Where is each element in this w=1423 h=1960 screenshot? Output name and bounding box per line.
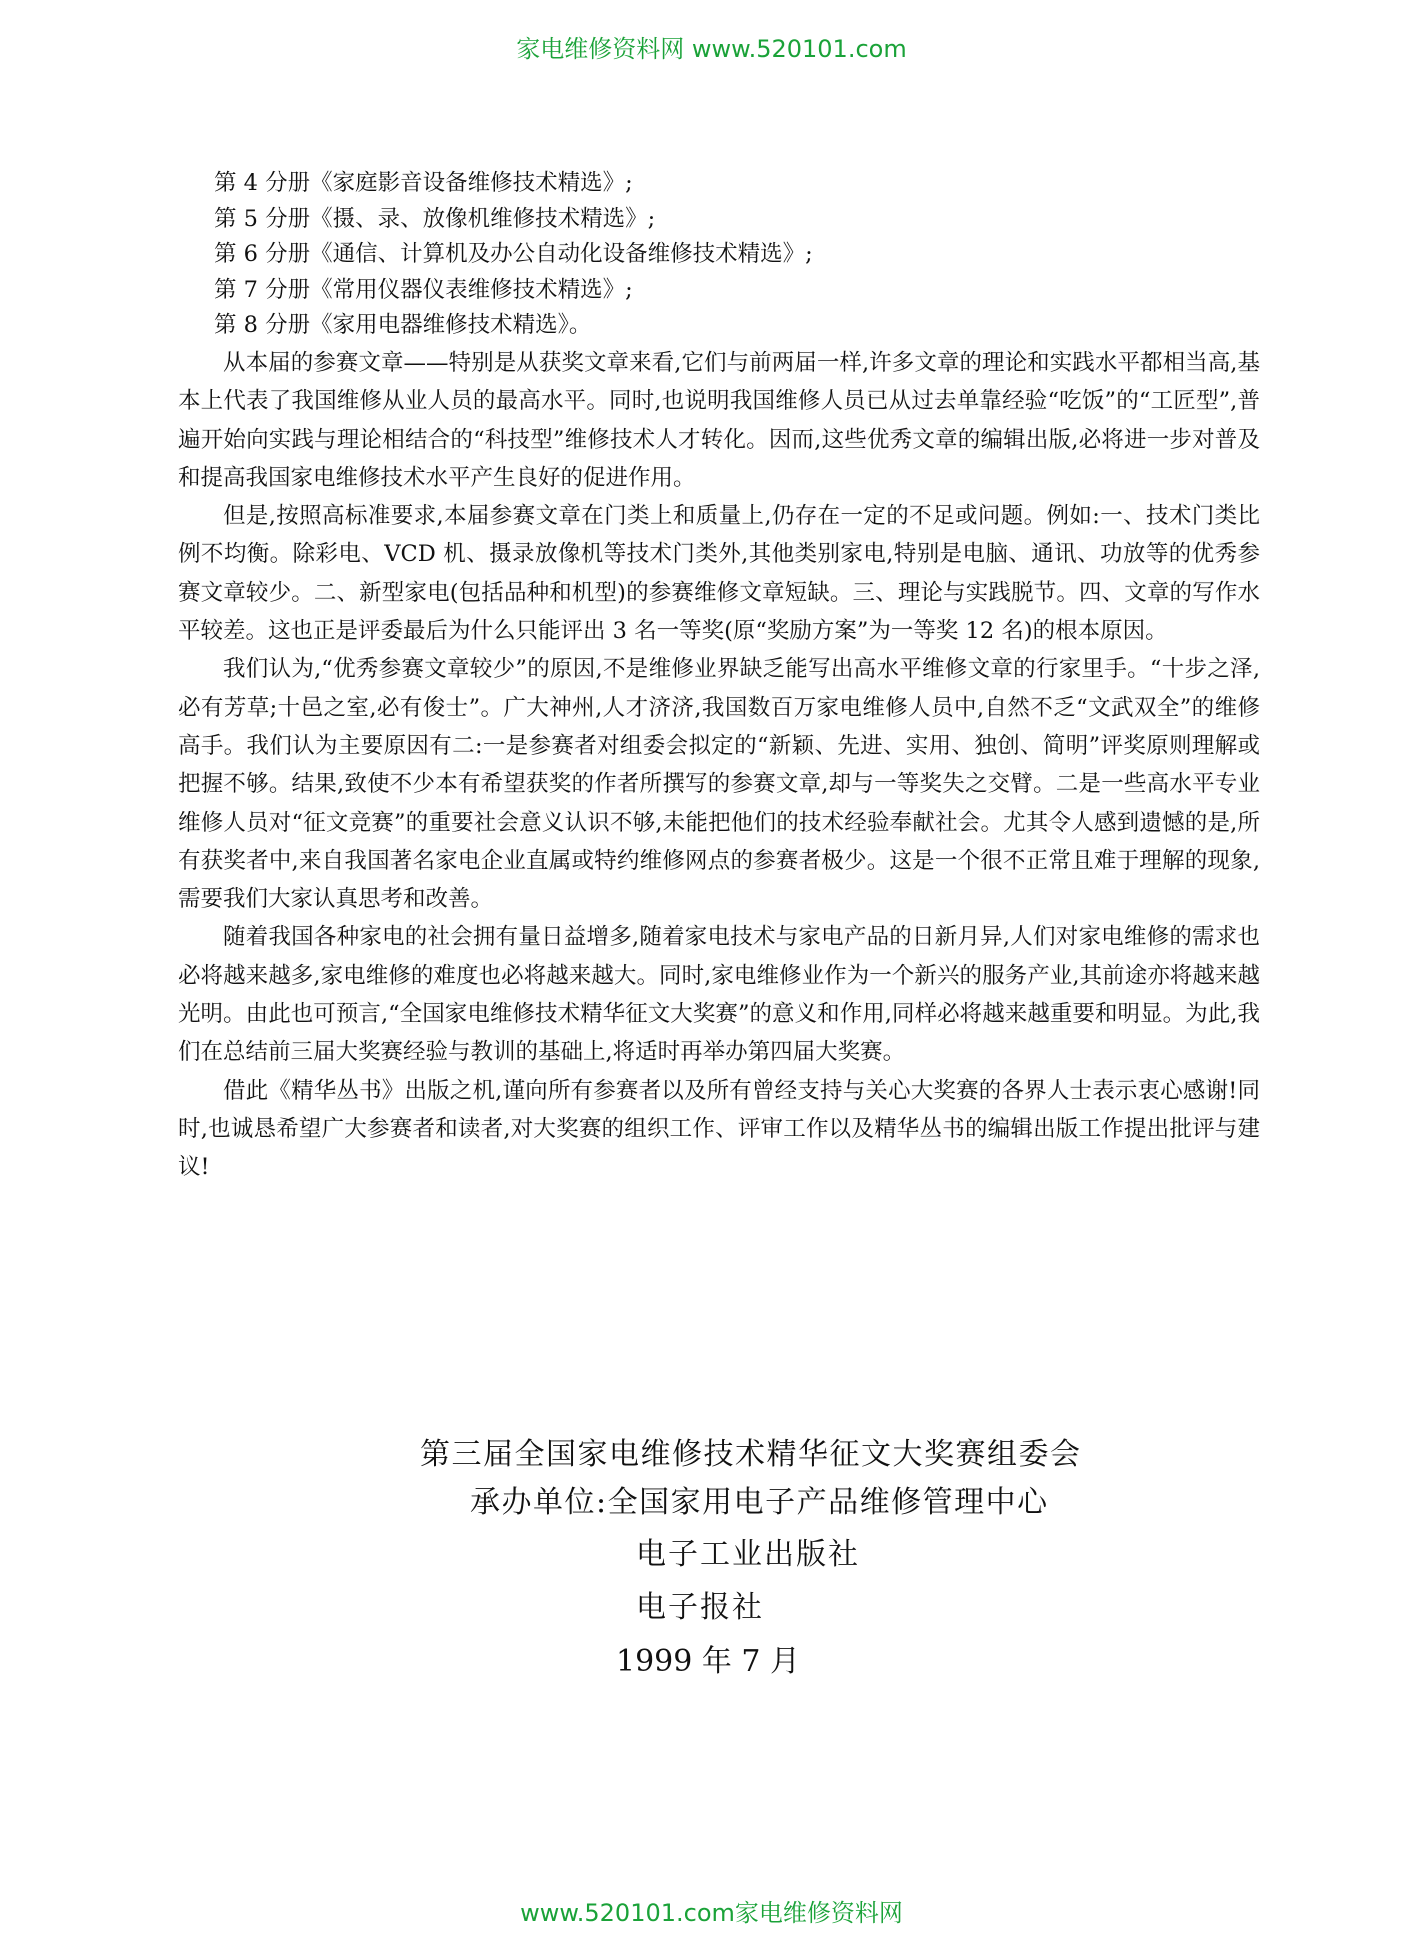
paragraph: 随着我国各种家电的社会拥有量日益增多,随着家电技术与家电产品的日新月异,人们对家电维修的需求也必将越来越多,家电维修的难度也必将越来越大。同时,家电维修业作为一个新兴的服务产业,其前途亦将越来越光明。由此也可预言,“全国家电维修技术精华征文大奖赛”的意义和作用,同样必将越来越重要和明显。为此,我们在总结前三届大奖赛经验与教训的基础上,将适时再举办第四届大奖赛。 [178,924,1260,1066]
footer-watermark: www.520101.com家电维修资料网 [520,1899,903,1927]
volume-list-item: 第 5 分册《摄、录、放像机维修技术精选》; [214,205,656,232]
signature-committee: 第三届全国家电维修技术精华征文大奖赛组委会 [420,1437,1082,1472]
signature-newspaper: 电子报社 [636,1590,764,1625]
signature-organizer: 承办单位:全国家用电子产品维修管理中心 [470,1485,1049,1520]
paragraph: 我们认为,“优秀参赛文章较少”的原因,不是维修业界缺乏能写出高水平维修文章的行家里手。“十步之泽,必有芳草;十邑之室,必有俊士”。广大神州,人才济济,我国数百万家电维修人员中,自然不乏“文武双全”的维修高手。我们认为主要原因有二:一是参赛者对组委会拟定的“新颖、先进、实用、独创、简明”评奖原则理解或把握不够。结果,致使不少本有希望获奖的作者所撰写的参赛文章,却与一等奖失之交臂。二是一些高水平专业维修人员对“征文竞赛”的重要社会意义认识不够,未能把他们的技术经验奉献社会。尤其令人感到遗憾的是,所有获奖者中,来自我国著名家电企业直属或特约维修网点的参赛者极少。这是一个很不正常且难于理解的现象,需要我们大家认真思考和改善。 [178,656,1260,913]
signature-date: 1999 年 7 月 [616,1644,801,1679]
paragraph: 借此《精华丛书》出版之机,谨向所有参赛者以及所有曾经支持与关心大奖赛的各界人士表示衷心感谢!同时,也诚恳希望广大参赛者和读者,对大奖赛的组织工作、评审工作以及精华丛书的编辑出版工作提出批评与建议! [178,1077,1260,1181]
header-watermark: 家电维修资料网 www.520101.com [516,35,907,63]
volume-list-item: 第 6 分册《通信、计算机及办公自动化设备维修技术精选》; [214,241,813,268]
body-text [178,166,1260,1187]
volume-list-item: 第 4 分册《家庭影音设备维修技术精选》; [214,170,633,196]
paragraph: 从本届的参赛文章——特别是从获奖文章来看,它们与前两届一样,许多文章的理论和实践水平都相当高,基本上代表了我国维修从业人员的最高水平。同时,也说明我国维修人员已从过去单靠经验“吃饭”的“工匠型”,普遍开始向实践与理论相结合的“科技型”维修技术人才转化。因而,这些优秀文章的编辑出版,必将进一步对普及和提高我国家电维修技术水平产生良好的促进作用。 [178,349,1260,491]
volume-list-item: 第 8 分册《家用电器维修技术精选》。 [214,312,592,339]
signature-publisher: 电子工业出版社 [636,1537,860,1572]
volume-list-item: 第 7 分册《常用仪器仪表维修技术精选》; [214,276,633,303]
paragraph: 但是,按照高标准要求,本届参赛文章在门类上和质量上,仍存在一定的不足或问题。例如:一、技术门类比例不均衡。除彩电、VCD 机、摄录放像机等技术门类外,其他类别家电,特别是电脑、通讯、功放等的优秀参赛文章较少。二、新型家电(包括品种和机型)的参赛维修文章短缺。三、理论与实践脱节。四、文章的写作水平较差。这也正是评委最后为什么只能评出 3 名一等奖(原“奖励方案”为一等奖 12 名)的根本原因。 [178,503,1260,645]
